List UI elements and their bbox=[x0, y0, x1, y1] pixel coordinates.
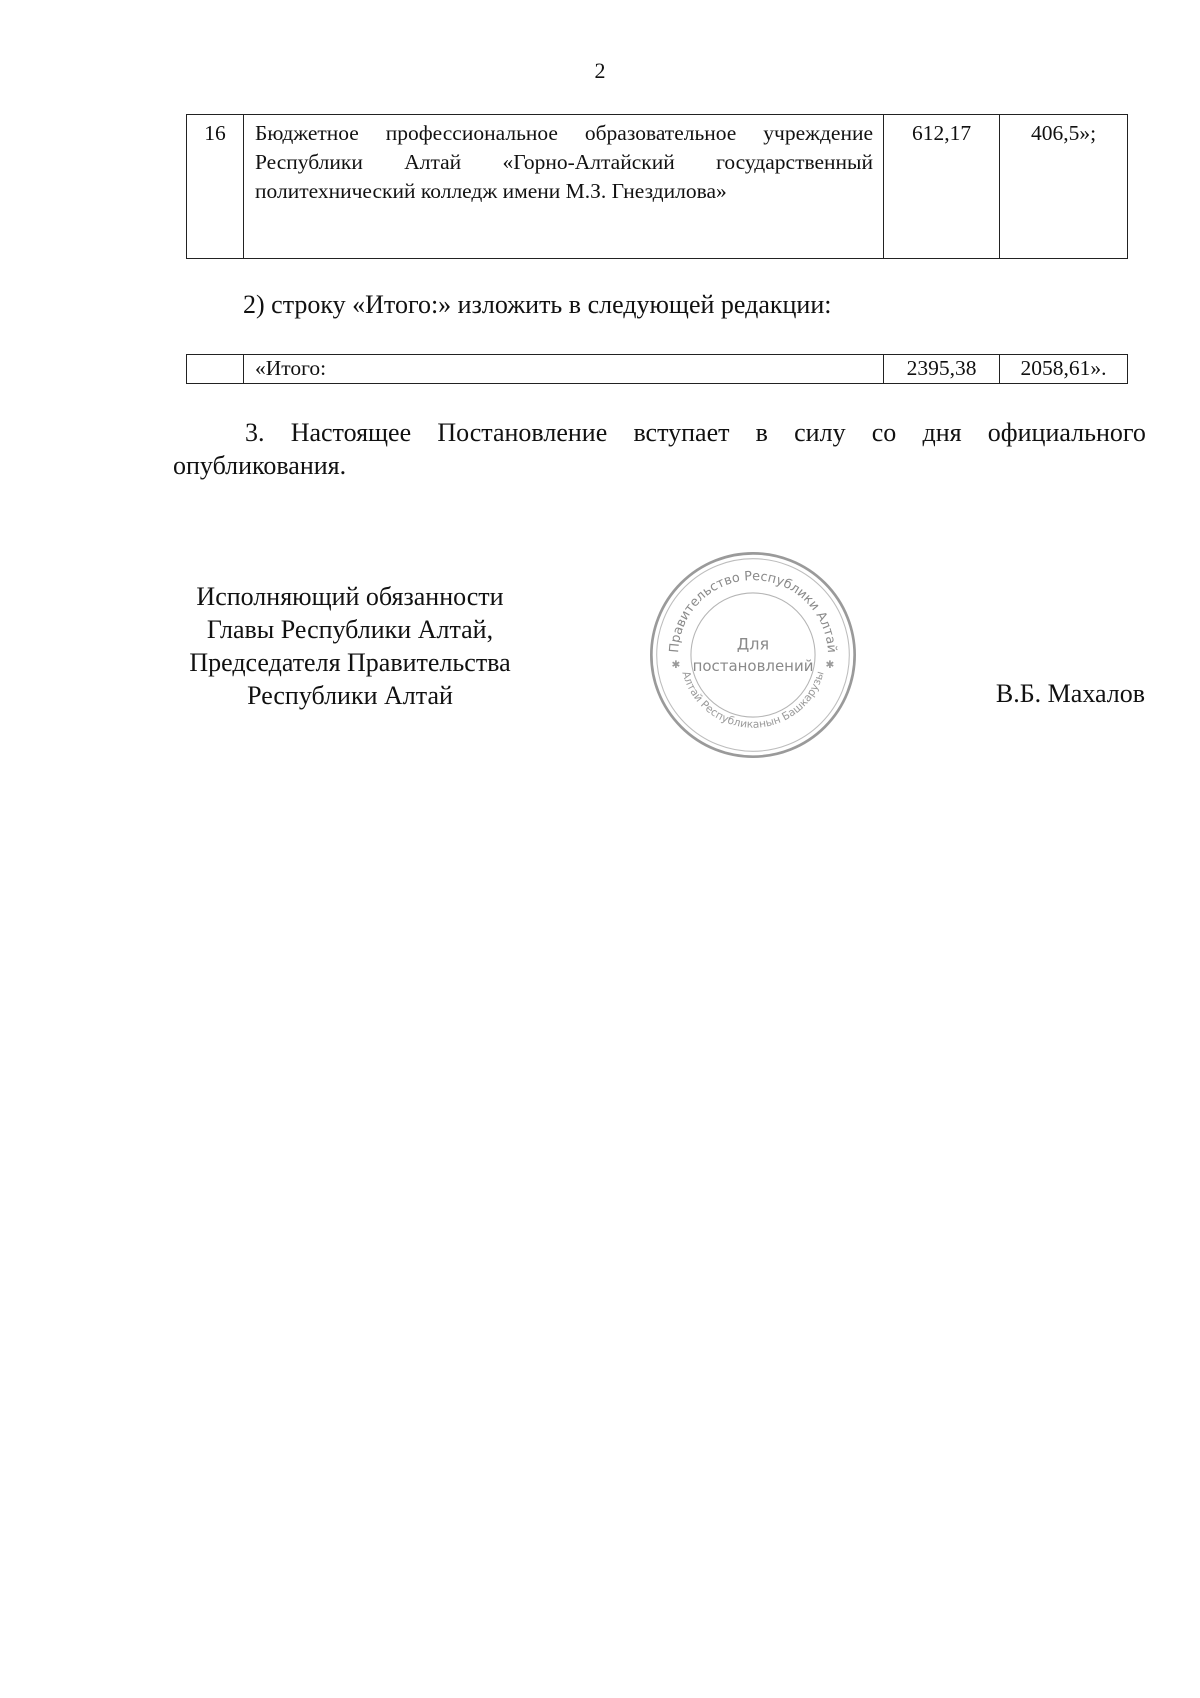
signatory-title-line: Главы Республики Алтай, bbox=[206, 615, 494, 644]
page-number: 2 bbox=[594, 58, 606, 83]
row-value-2: 406,5»; bbox=[1000, 115, 1128, 259]
seal-inner-text: Алтай Республиканын Башкарузы bbox=[679, 669, 827, 731]
signatory-title-line: Республики Алтай bbox=[247, 681, 453, 710]
paragraph-3-number: 3. bbox=[245, 418, 265, 447]
paragraph-3-word: Постановление bbox=[437, 418, 608, 447]
paragraph-3-word: силу bbox=[794, 418, 846, 447]
seal-star-right: ✱ bbox=[825, 658, 835, 671]
paragraph-3-word: со bbox=[871, 418, 897, 447]
paragraph-3-word: официального bbox=[987, 418, 1146, 447]
official-seal bbox=[646, 548, 860, 762]
total-row bbox=[187, 355, 1128, 384]
row-number: 16 bbox=[187, 115, 244, 259]
signatory-title-line: Исполняющий обязанности bbox=[196, 582, 504, 611]
paragraph-3-continuation: опубликования. bbox=[173, 451, 347, 480]
seal-center-line-2: постановлений bbox=[692, 657, 814, 676]
seal-center-line-1: Для bbox=[736, 634, 770, 654]
table-row bbox=[187, 115, 1128, 259]
paragraph-3-word: Настоящее bbox=[290, 418, 412, 447]
signatory-title-line: Председателя Правительства bbox=[189, 648, 511, 677]
seal-star-left: ✱ bbox=[671, 658, 681, 671]
signatory-name: В.Б. Махалов bbox=[995, 679, 1145, 708]
paragraph-2: 2) строку «Итого:» изложить в следующей редакции: bbox=[243, 290, 832, 319]
total-value-1: 2395,38 bbox=[884, 355, 1000, 384]
total-table bbox=[186, 354, 1128, 384]
amendment-table bbox=[186, 114, 1128, 259]
paragraph-3 bbox=[173, 416, 1146, 482]
seal-inner-ring bbox=[691, 593, 815, 717]
total-row-number bbox=[187, 355, 244, 384]
row-value-1: 612,17 bbox=[884, 115, 1000, 259]
seal-outer-text: Правительство Республики Алтай bbox=[667, 569, 839, 654]
paragraph-3-word: дня bbox=[922, 418, 962, 447]
total-label: «Итого: bbox=[244, 355, 884, 384]
paragraph-3-word: в bbox=[755, 418, 768, 447]
institution-name: Бюджетное профессиональное образовательное учреждение Республики Алтай «Горно-Алтайский государственный политехнический колледж имени М.З. Гнездилова» bbox=[244, 115, 884, 259]
total-value-2: 2058,61». bbox=[1000, 355, 1128, 384]
signatory-title bbox=[150, 580, 550, 712]
paragraph-3-first-line bbox=[173, 416, 1146, 449]
paragraph-3-word: вступает bbox=[633, 418, 730, 447]
